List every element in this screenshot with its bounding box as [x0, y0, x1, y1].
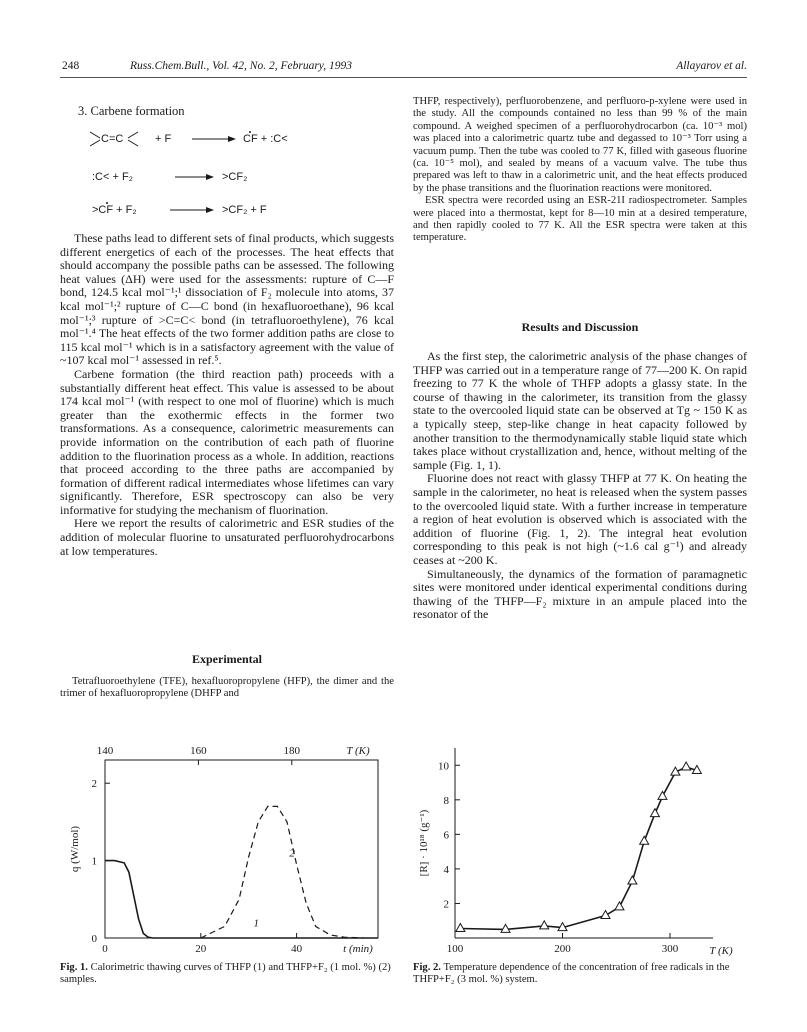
y-tick-label: 6 [443, 829, 449, 842]
data-point-triangle [540, 921, 549, 929]
reaction-1-products: CF + :C< [243, 133, 288, 145]
y-tick-label: 10 [438, 760, 449, 773]
results-heading: Results and Discussion [521, 320, 639, 334]
data-point-triangle [682, 762, 691, 770]
reaction-3-lhs: >CF + F₂ [92, 204, 137, 216]
experimental-text [60, 676, 394, 701]
paragraph: These paths lead to different sets of final products, which suggests different energetics of each of the processes. The heat effects that should accompany the possible paths can be assessed. The following heat values (ΔH) were used for the assessments: rupture of C—F bond, 124.5 kcal mol⁻¹;¹ dissociation of F₂ molecule into atoms, 37 kcal mol⁻¹;² rupture of C—C bond (in hexafluoroethane), 96 kcal mol⁻¹;³ rupture of >C=C< bond (in tetrafluoroethylene), 76 kcal mol⁻¹.⁴ The heat effects of the two former addition paths are close to 115 kcal mol⁻¹ which is in a satisfactory agreement with the value of ~107 kcal mol⁻¹ assessed in ref.⁵. [60, 231, 394, 368]
x-tick-label: 200 [554, 943, 571, 955]
top-tick-label: 140 [96, 745, 114, 757]
figure-1-caption-text: Calorimetric thawing curves of THFP (1) and THFP+F₂ (1 mol. %) (2) samples. [60, 962, 391, 985]
bottom-tick-label: 0 [102, 943, 108, 955]
data-point-triangle [658, 791, 667, 799]
data-point-triangle [615, 902, 624, 910]
top-tick-label: 180 [283, 745, 301, 757]
y-tick-label: 1 [91, 855, 97, 868]
x-tick-label: 300 [661, 943, 679, 955]
figure-1-chart [60, 738, 390, 960]
y-tick-label: 2 [91, 778, 97, 791]
paragraph: Carbene formation (the third reaction path) proceeds with a substantially different heat effect. This value is assessed to be about 174 kcal mol⁻¹ (with respect to one mol of fluorine) which is much greater than the exothermic effects in the former two transformations. As a consequence, calorimetric measurements can provide information on the contribution of each path of fluorine addition to the fluorination process as a whole. In addition, reactions that proceed according to the three paths are accompanied by formation of different radical intermediates whose lifetimes can vary significantly. Therefore, ESR spectroscopy can also be very informative for studying the mechanism of fluorination. [60, 366, 394, 517]
data-point-triangle [640, 836, 649, 844]
figure-1-caption [60, 962, 394, 986]
figure-2-caption [413, 962, 747, 986]
y-tick-label: 4 [443, 863, 449, 876]
page-number: 248 [62, 60, 80, 72]
top-axis-label: T (K) [346, 745, 370, 757]
data-point-triangle [601, 911, 610, 919]
curve-label-1: 1 [253, 917, 259, 930]
figure-2-caption-text: Temperature dependence of the concentration of free radicals in the THFP+F₂ (3 mol. %) system. [413, 962, 730, 985]
reaction-2-products: >CF₂ [222, 171, 248, 183]
header-rule [60, 77, 747, 78]
series-line [460, 767, 697, 929]
left-column-body [60, 232, 394, 558]
series-2-line [201, 806, 364, 938]
author-line: Allayarov et al. [676, 60, 747, 72]
series-1-line [105, 861, 378, 938]
bottom-tick-label: 40 [291, 943, 303, 955]
plot-frame [105, 760, 378, 938]
paragraph: As the first step, the calorimetric analysis of the phase changes of THFP was carried out in a temperature range of 77—200 K. On rapid freezing to 77 K the whole of THFP adopts a glassy state. In the course of thawing in the calorimeter, its transition from the glassy state to the overcooled liquid state can be observed at Tg ~ 150 K as a typically steep, step-like change in heat capacity followed by another transition to the thermodynamically stable liquid state which takes place without crystallization and, hence, without melting of the sample (Fig. 1, 1). [413, 349, 747, 472]
paragraph: ESR spectra were recorded using an ESR-21I radiospectrometer. Samples were placed into a thermostat, kept for 8—10 min at a desired temperature, and then rapidly cooled to 77 K. All the ESR spectra were taken at this temperature. [413, 195, 747, 244]
x-tick-label: 100 [446, 943, 464, 955]
reaction-1-lhs: C=C [101, 133, 124, 145]
paragraph: Tetrafluoroethylene (TFE), hexafluoropropylene (HFP), the dimer and the trimer of hexafluoropropylene (DHFP and [60, 676, 394, 700]
data-point-triangle [456, 924, 465, 932]
carbene-heading: 3. Carbene formation [78, 104, 185, 118]
reaction-2-lhs: :C< + F₂ [92, 171, 133, 183]
experimental-heading: Experimental [192, 652, 262, 666]
bottom-tick-label: 20 [195, 943, 207, 955]
figure-2-caption-label: Fig. 2. [413, 962, 441, 973]
right-column-results [413, 350, 747, 622]
figure-1-caption-label: Fig. 1. [60, 962, 88, 973]
paragraph: Simultaneously, the dynamics of the formation of paramagnetic sites were monitored under identical experimental conditions during thawing of the THFP—F₂ mixture in an ampule placed into the resonator of the [413, 566, 747, 622]
reaction-3-products: >CF₂ + F [222, 204, 267, 216]
y-tick-label: 0 [91, 933, 97, 945]
reaction-1-reagent: + F [155, 133, 172, 145]
y-tick-label: 2 [443, 898, 449, 911]
y-axis-label: q (W/mol) [69, 825, 81, 873]
paragraph: Here we report the results of calorimetric and ESR studies of the addition of molecular fluorine to unsaturated perfluorohydrocarbons at low temperatures. [60, 516, 394, 558]
curve-label-2: 2 [289, 847, 295, 860]
y-tick-label: 8 [443, 794, 449, 807]
journal-citation: Russ.Chem.Bull., Vol. 42, No. 2, February, 1993 [130, 60, 353, 72]
data-point-triangle [628, 876, 637, 884]
figure-2-chart [413, 738, 747, 960]
y-axis-label: [R] · 10¹⁸ (g⁻¹) [418, 809, 430, 877]
top-tick-label: 160 [190, 745, 207, 757]
bottom-axis-label: t (min) [343, 943, 373, 955]
paragraph: Fluorine does not react with glassy THFP at 77 K. On heating the sample in the calorimeter, no heat is released when the system passes to the overcooled liquid state. With a further increase in temperature a region of heat evolution is observed which is associated with the addition of fluorine (Fig. 1, 2). The integral heat evolution corresponding to this peak is not high (~1.6 cal g⁻¹) and already ceases at ~200 K. [413, 471, 747, 567]
right-column-experimental [413, 96, 747, 245]
data-point-triangle [650, 809, 659, 817]
x-axis-label: T (K) [709, 945, 733, 957]
paragraph: THFP, respectively), perfluorobenzene, and perfluoro-p-xylene were used in the study. All the compounds contained no less than 99 % of the main compound. A weighed specimen of a perfluorohydrocarbon (ca. 10⁻³ mol) was placed into a calorimetric quartz tube and degassed to 10⁻³ Torr using a vacuum pump. Then the tube was cooled to 77 K, filled with gaseous fluorine (ca. 10⁻⁵ mol), and sealed by means of a vacuum valve. The tube thus prepared was left to thaw in a calorimetric unit, and the heat effects produced by the phase transitions and the fluorination reactions were monitored. [413, 96, 747, 194]
